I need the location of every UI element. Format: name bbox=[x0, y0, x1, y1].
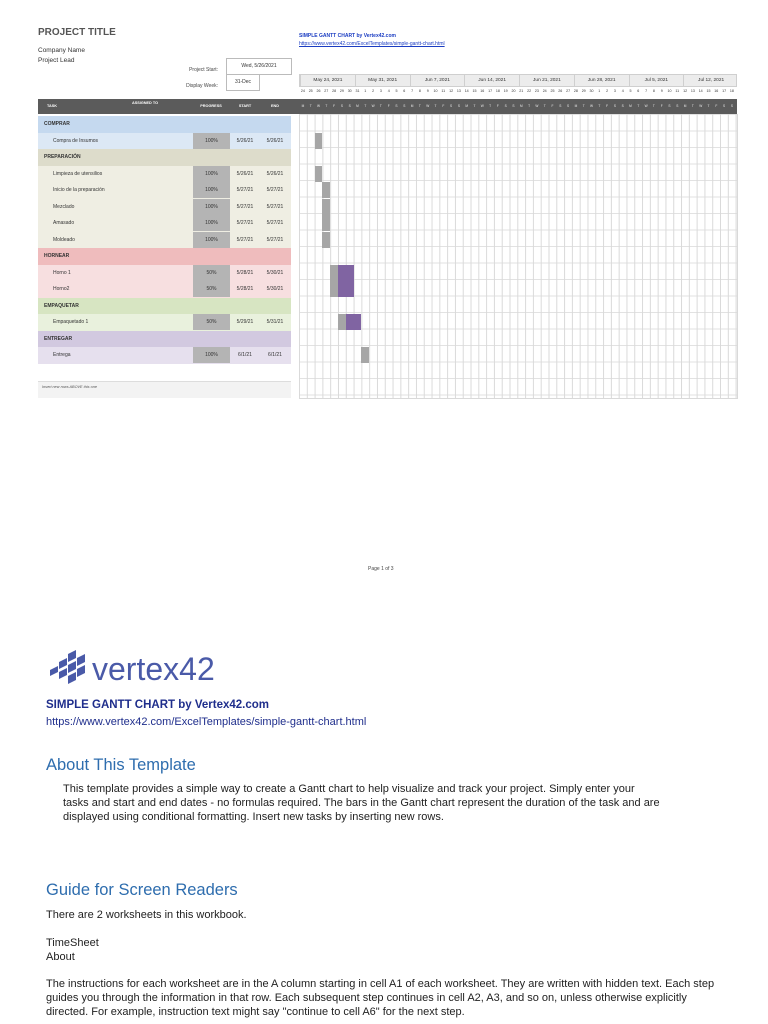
day-letter: M bbox=[301, 104, 305, 108]
phase-name: EMPAQUETAR bbox=[44, 302, 79, 309]
phase-name: HORNEAR bbox=[44, 253, 70, 259]
task-row[interactable] bbox=[38, 281, 291, 298]
task-end-date: 5/27/21 bbox=[266, 236, 284, 243]
task-progress: 100% bbox=[193, 182, 230, 198]
task-row[interactable] bbox=[38, 314, 291, 331]
day-number: 10 bbox=[667, 89, 672, 93]
day-letter: T bbox=[637, 104, 640, 108]
day-letter: S bbox=[676, 104, 679, 108]
day-letter: S bbox=[457, 104, 460, 108]
project-start-label: Project Start: bbox=[189, 67, 218, 73]
project-title: PROJECT TITLE bbox=[38, 27, 116, 38]
day-number: 13 bbox=[456, 89, 461, 93]
day-number: 1 bbox=[364, 89, 367, 93]
day-number: 24 bbox=[542, 89, 547, 93]
day-letter: M bbox=[629, 104, 632, 108]
gantt-bar bbox=[338, 281, 354, 297]
gantt-bar bbox=[315, 166, 323, 182]
day-number: 27 bbox=[324, 89, 329, 93]
day-number: 3 bbox=[613, 89, 616, 93]
company-name: Company Name bbox=[38, 47, 85, 54]
day-letter: F bbox=[496, 104, 499, 108]
day-number: 4 bbox=[387, 89, 390, 93]
task-progress: 50% bbox=[193, 265, 230, 281]
day-letter: W bbox=[426, 104, 430, 108]
col-progress-header: PROGRESS bbox=[200, 104, 222, 108]
day-letter: F bbox=[387, 104, 390, 108]
day-letter: F bbox=[551, 104, 554, 108]
day-number: 30 bbox=[347, 89, 352, 93]
task-start-date: 5/29/21 bbox=[236, 319, 254, 325]
task-end-date: 5/30/21 bbox=[266, 269, 284, 276]
day-number-row bbox=[299, 88, 737, 98]
day-letter: W bbox=[589, 104, 593, 108]
day-letter: S bbox=[613, 104, 616, 108]
week-label: Jun 14, 2021 bbox=[464, 75, 519, 87]
guide-heading: Guide for Screen Readers bbox=[46, 881, 238, 899]
day-number: 7 bbox=[645, 89, 648, 93]
task-end-date: 5/26/21 bbox=[266, 137, 284, 144]
day-letter: S bbox=[621, 104, 624, 108]
day-letter: S bbox=[512, 104, 515, 108]
phase-row bbox=[38, 149, 291, 166]
task-start-date: 6/1/21 bbox=[238, 352, 252, 358]
week-label: Jun 28, 2021 bbox=[574, 75, 629, 87]
vertex42-logo bbox=[48, 648, 238, 693]
task-progress: 100% bbox=[193, 232, 230, 248]
gantt-bar bbox=[346, 314, 362, 330]
day-letter: S bbox=[403, 104, 406, 108]
project-start-field[interactable]: Wed, 5/26/2021 bbox=[226, 58, 292, 75]
display-week-field[interactable]: 31-Dec bbox=[226, 74, 260, 91]
vertex42-title-link[interactable]: SIMPLE GANTT CHART by Vertex42.com bbox=[299, 33, 396, 39]
day-number: 17 bbox=[488, 89, 493, 93]
week-label: May 31, 2021 bbox=[355, 75, 410, 87]
task-name: Mezclado bbox=[53, 203, 75, 210]
day-number: 6 bbox=[637, 89, 640, 93]
day-number: 9 bbox=[426, 89, 429, 93]
insert-note: Insert new rows ABOVE this one bbox=[42, 385, 97, 389]
guide-sheet-name-1: TimeSheet bbox=[46, 937, 99, 949]
task-end-date: 5/27/21 bbox=[266, 203, 284, 210]
table-header-row bbox=[38, 99, 737, 114]
task-row[interactable] bbox=[38, 182, 291, 199]
day-number: 30 bbox=[589, 89, 594, 93]
day-number: 28 bbox=[573, 89, 578, 93]
day-letter: T bbox=[379, 104, 382, 108]
gantt-bar-done bbox=[330, 265, 338, 281]
phase-name: ENTREGAR bbox=[44, 335, 73, 342]
phase-name: COMPRAR bbox=[44, 121, 70, 127]
task-end-date: 5/26/21 bbox=[266, 170, 284, 177]
day-letter: T bbox=[652, 104, 655, 108]
week-header-row bbox=[299, 74, 737, 87]
day-number: 5 bbox=[395, 89, 398, 93]
task-start-date: 5/27/21 bbox=[236, 187, 254, 193]
day-letter: T bbox=[309, 104, 312, 108]
day-number: 26 bbox=[558, 89, 563, 93]
day-letter: T bbox=[543, 104, 546, 108]
day-letter: S bbox=[668, 104, 671, 108]
task-progress: 100% bbox=[193, 133, 230, 149]
task-row[interactable] bbox=[38, 265, 291, 282]
day-letter: T bbox=[707, 104, 710, 108]
day-number: 29 bbox=[339, 89, 344, 93]
day-letter: T bbox=[598, 104, 601, 108]
day-letter: T bbox=[325, 104, 328, 108]
day-letter: S bbox=[450, 104, 453, 108]
day-number: 28 bbox=[332, 89, 337, 93]
week-label: Jul 12, 2021 bbox=[683, 75, 738, 87]
day-letter: M bbox=[683, 104, 687, 108]
task-progress: 100% bbox=[193, 199, 230, 215]
day-number: 15 bbox=[706, 89, 711, 93]
day-number: 16 bbox=[714, 89, 719, 93]
task-end-date: 6/1/21 bbox=[268, 352, 282, 358]
phase-row bbox=[38, 248, 291, 265]
task-row[interactable] bbox=[38, 347, 291, 364]
task-row[interactable] bbox=[38, 133, 291, 150]
day-number: 6 bbox=[403, 89, 406, 93]
day-letter: F bbox=[442, 104, 445, 108]
day-letter: M bbox=[356, 104, 359, 108]
week-label: Jul 5, 2021 bbox=[629, 75, 684, 87]
task-row[interactable] bbox=[38, 166, 291, 183]
task-end-date: 5/31/21 bbox=[266, 319, 284, 325]
day-letter-row bbox=[299, 99, 737, 114]
week-label: Jun 21, 2021 bbox=[519, 75, 574, 87]
p2-url-link[interactable]: https://www.vertex42.com/ExcelTemplates/simple-gantt-chart.html bbox=[46, 716, 367, 728]
day-number: 8 bbox=[418, 89, 421, 93]
guide-paragraph-3: The instructions for each worksheet are in the A column starting in cell A1 of each worksheet. They are written with hidden text. Each step guides you through the information in that row. Each subsequent step continues in cell A2, A3, and so on, unless otherwise explicitly directed. For example, instruction text might say "continue to cell A6" for the next step. bbox=[46, 978, 715, 1018]
task-end-date: 5/27/21 bbox=[266, 187, 284, 193]
day-letter: M bbox=[410, 104, 414, 108]
day-number: 11 bbox=[441, 89, 446, 93]
day-number: 20 bbox=[511, 89, 516, 93]
gantt-bar-done bbox=[338, 314, 346, 330]
day-number: 2 bbox=[372, 89, 375, 93]
task-start-date: 5/28/21 bbox=[236, 269, 254, 276]
gantt-bar-done bbox=[330, 281, 338, 297]
day-letter: M bbox=[519, 104, 523, 108]
day-number: 7 bbox=[411, 89, 414, 93]
day-number: 24 bbox=[300, 89, 305, 93]
day-number: 14 bbox=[464, 89, 469, 93]
day-number: 3 bbox=[379, 89, 382, 93]
task-name: Empaquetado 1 bbox=[53, 319, 89, 325]
day-number: 18 bbox=[729, 89, 734, 93]
task-name: Inicio de la preparación bbox=[53, 187, 105, 193]
day-number: 9 bbox=[660, 89, 663, 93]
day-number: 8 bbox=[652, 89, 655, 93]
task-end-date: 5/30/21 bbox=[266, 286, 284, 292]
day-letter: W bbox=[480, 104, 484, 108]
col-task-header: TASK bbox=[46, 104, 58, 108]
day-number: 1 bbox=[598, 89, 601, 93]
day-letter: T bbox=[691, 104, 694, 108]
day-letter: S bbox=[340, 104, 343, 108]
p2-title-link[interactable]: SIMPLE GANTT CHART by Vertex42.com bbox=[46, 699, 270, 711]
day-number: 31 bbox=[355, 89, 360, 93]
day-letter: W bbox=[699, 104, 703, 108]
task-start-date: 5/26/21 bbox=[236, 170, 254, 177]
display-week-label: Display Week: bbox=[186, 83, 218, 89]
col-start-header: START bbox=[238, 104, 252, 108]
task-row[interactable] bbox=[38, 232, 291, 249]
day-letter: S bbox=[395, 104, 398, 108]
task-progress: 50% bbox=[193, 281, 230, 297]
day-letter: T bbox=[528, 104, 531, 108]
phase-row bbox=[38, 116, 291, 133]
svg-text:vertex42: vertex42 bbox=[92, 651, 215, 687]
task-row[interactable] bbox=[38, 199, 291, 216]
insert-row bbox=[38, 381, 291, 398]
day-number: 14 bbox=[698, 89, 703, 93]
day-letter: S bbox=[567, 104, 570, 108]
day-number: 18 bbox=[495, 89, 500, 93]
task-name: Compra de Insumos bbox=[53, 137, 99, 144]
day-number: 5 bbox=[629, 89, 632, 93]
day-number: 26 bbox=[316, 89, 321, 93]
guide-paragraph-1: There are 2 worksheets in this workbook. bbox=[46, 909, 247, 921]
day-number: 12 bbox=[449, 89, 454, 93]
task-start-date: 5/28/21 bbox=[236, 286, 254, 292]
phase-name: PREPARACIÓN bbox=[44, 154, 81, 160]
gantt-bar bbox=[322, 215, 330, 231]
gantt-bar bbox=[322, 199, 330, 215]
day-letter: S bbox=[559, 104, 562, 108]
task-name: Moldeado bbox=[53, 236, 75, 243]
day-number: 12 bbox=[683, 89, 688, 93]
task-progress: 100% bbox=[193, 347, 230, 363]
task-start-date: 5/27/21 bbox=[236, 220, 254, 226]
page-number: Page 1 of 3 bbox=[368, 566, 394, 572]
day-letter: S bbox=[504, 104, 507, 108]
day-number: 29 bbox=[581, 89, 586, 93]
task-start-date: 5/27/21 bbox=[236, 236, 254, 243]
day-number: 4 bbox=[621, 89, 624, 93]
day-number: 15 bbox=[472, 89, 477, 93]
gantt-bar bbox=[322, 182, 330, 198]
vertex42-url-link[interactable]: https://www.vertex42.com/ExcelTemplates/simple-gantt-chart.html bbox=[299, 41, 445, 47]
day-number: 27 bbox=[566, 89, 571, 93]
day-letter: T bbox=[434, 104, 437, 108]
week-label: Jun 7, 2021 bbox=[410, 75, 465, 87]
day-letter: W bbox=[535, 104, 539, 108]
day-number: 17 bbox=[722, 89, 727, 93]
day-letter: S bbox=[730, 104, 733, 108]
gantt-bar bbox=[322, 232, 330, 248]
phase-row bbox=[38, 331, 291, 348]
task-progress: 50% bbox=[193, 314, 230, 330]
day-letter: M bbox=[574, 104, 578, 108]
day-number: 11 bbox=[675, 89, 680, 93]
day-number: 2 bbox=[606, 89, 609, 93]
task-name: Limpieza de utensilios bbox=[53, 170, 103, 177]
task-name: Entrega bbox=[53, 352, 71, 358]
day-letter: F bbox=[660, 104, 663, 108]
day-letter: T bbox=[582, 104, 585, 108]
gantt-bar bbox=[338, 265, 354, 281]
day-letter: T bbox=[489, 104, 492, 108]
about-body: This template provides a simple way to create a Gantt chart to help visualize and track your project. Simply enter your tasks and start and end dates - no formulas required. The bars in the Gantt chart represent the duration of the task and are displayed using conditional formatting. Insert new tasks by inserting new rows. bbox=[63, 783, 660, 823]
task-name: Amasado bbox=[53, 220, 75, 226]
day-number: 19 bbox=[503, 89, 508, 93]
task-progress: 100% bbox=[193, 166, 230, 182]
day-letter: T bbox=[473, 104, 476, 108]
task-row[interactable] bbox=[38, 215, 291, 232]
col-assigned-header: ASSIGNED TO bbox=[131, 101, 159, 105]
guide-sheet-name-2: About bbox=[46, 951, 75, 963]
task-start-date: 5/27/21 bbox=[236, 203, 254, 210]
day-letter: T bbox=[364, 104, 367, 108]
day-letter: S bbox=[348, 104, 351, 108]
about-heading: About This Template bbox=[46, 756, 196, 774]
day-number: 21 bbox=[519, 89, 524, 93]
day-letter: W bbox=[316, 104, 320, 108]
day-letter: F bbox=[715, 104, 718, 108]
gantt-bar bbox=[315, 133, 323, 149]
phase-row bbox=[38, 298, 291, 315]
day-number: 23 bbox=[534, 89, 539, 93]
task-name: Horno2 bbox=[53, 286, 70, 292]
day-number: 16 bbox=[480, 89, 485, 93]
day-letter: T bbox=[418, 104, 421, 108]
task-start-date: 5/26/21 bbox=[236, 137, 254, 144]
task-name: Horno 1 bbox=[53, 269, 71, 276]
task-progress: 100% bbox=[193, 215, 230, 231]
gantt-bar bbox=[361, 347, 369, 363]
day-number: 25 bbox=[308, 89, 313, 93]
day-letter: S bbox=[723, 104, 726, 108]
day-letter: F bbox=[606, 104, 609, 108]
week-label: May 24, 2021 bbox=[300, 75, 355, 87]
day-number: 22 bbox=[527, 89, 532, 93]
day-letter: W bbox=[644, 104, 648, 108]
day-letter: M bbox=[465, 104, 469, 108]
task-end-date: 5/27/21 bbox=[266, 220, 284, 226]
day-number: 25 bbox=[550, 89, 555, 93]
day-letter: W bbox=[371, 104, 375, 108]
day-number: 10 bbox=[433, 89, 438, 93]
project-lead: Project Lead bbox=[38, 57, 75, 64]
col-end-header: END bbox=[270, 104, 280, 108]
day-number: 13 bbox=[690, 89, 695, 93]
day-letter: F bbox=[333, 104, 336, 108]
